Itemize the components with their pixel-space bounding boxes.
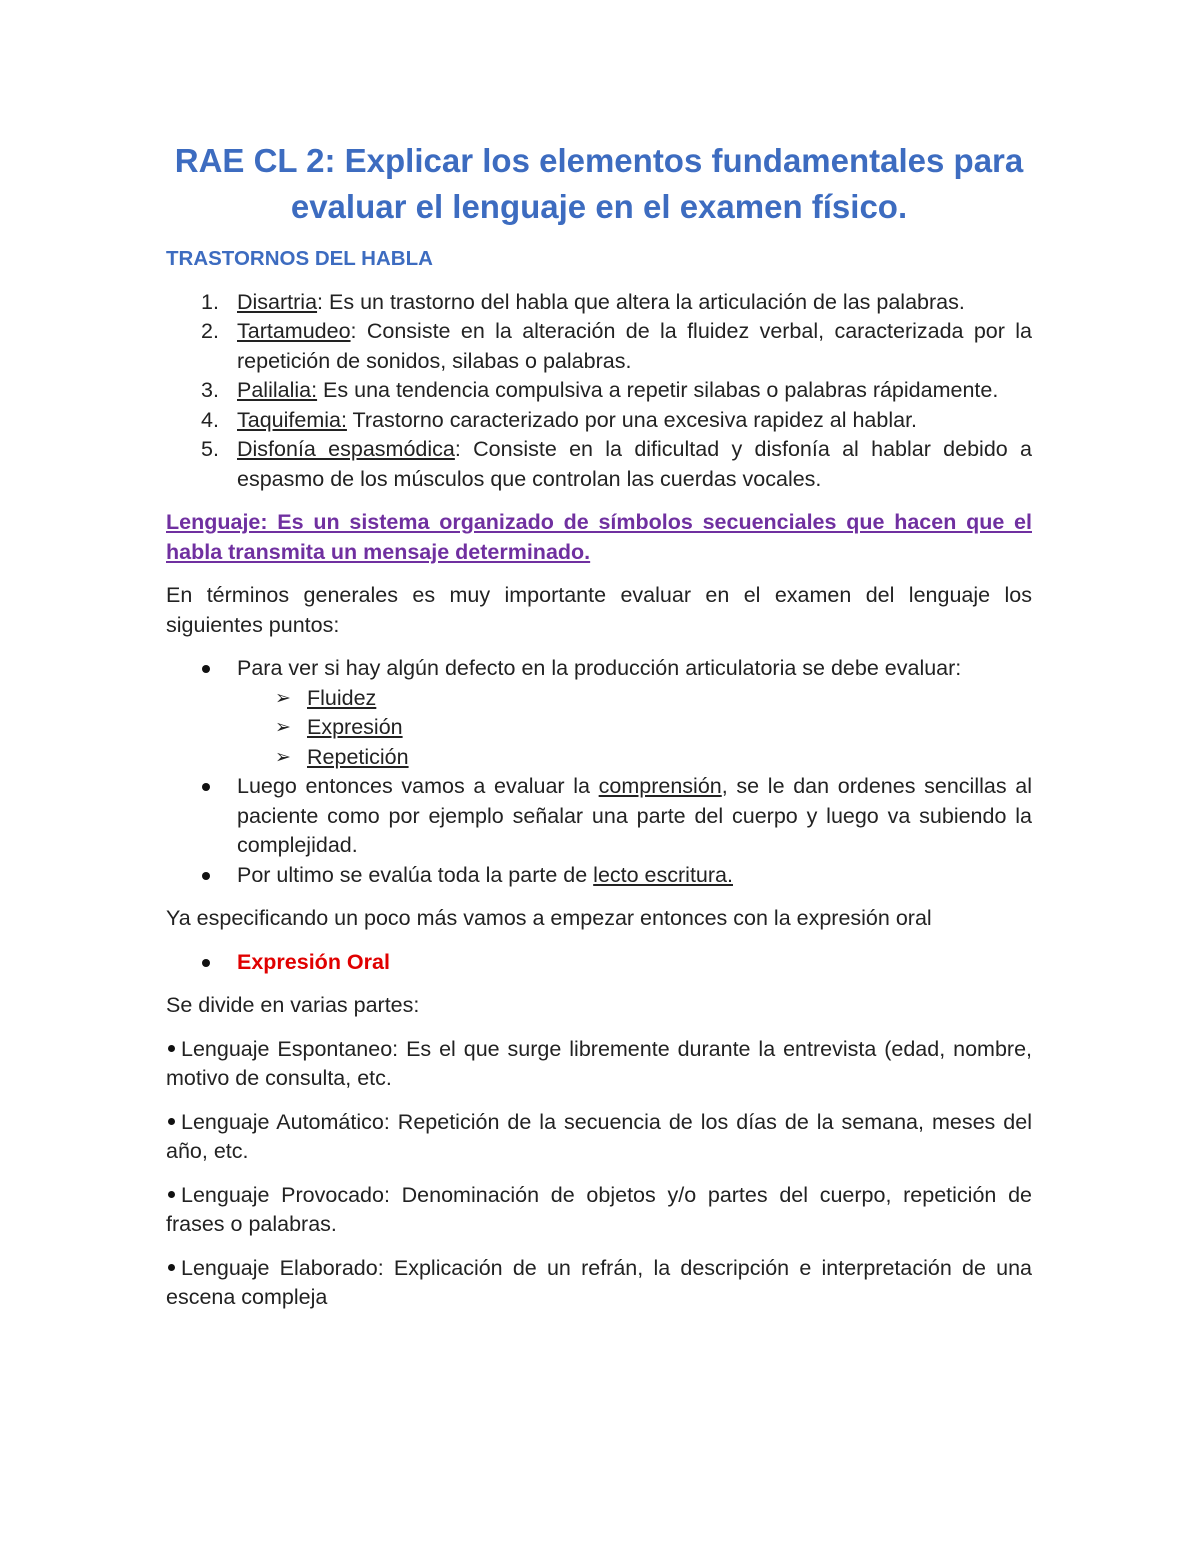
section-heading: TRASTORNOS DEL HABLA	[166, 247, 433, 270]
evaluation-points-list	[166, 654, 1032, 890]
bullet-icon	[168, 1264, 175, 1271]
language-definition: Lenguaje: Es un sistema organizado de símbolos secuenciales que hacen que el habla transmita un mensaje determinado.	[166, 510, 1032, 564]
arrow-icon: ➢	[275, 745, 291, 768]
disorders-list	[166, 288, 1032, 495]
bullet-icon	[202, 665, 210, 673]
part-paragraph: Lenguaje Automático: Repetición de la secuencia de los días de la semana, meses del año, etc.	[166, 1109, 1032, 1163]
bullet-icon	[168, 1045, 175, 1052]
bullet-icon	[168, 1191, 175, 1198]
list-item: Por ultimo se evalúa toda la parte de lecto escritura.	[166, 861, 1032, 891]
divide-paragraph: Se divide en varias partes:	[166, 993, 420, 1017]
list-item: 2. Tartamudeo: Consiste en la alteración de la fluidez verbal, caracterizada por la repetición de sonidos, silabas o palabras.	[201, 319, 1032, 373]
part-paragraph: Lenguaje Provocado: Denominación de objetos y/o partes del cuerpo, repetición de frases o palabras.	[166, 1182, 1032, 1236]
term: Palilalia:	[237, 378, 318, 402]
part-paragraph: Lenguaje Espontaneo: Es el que surge libremente durante la entrevista (edad, nombre, motivo de consulta, etc.	[166, 1036, 1032, 1090]
arrow-icon: ➢	[275, 686, 291, 709]
list-item: 5. Disfonía espasmódica: Consiste en la dificultad y disfonía al hablar debido a espasmo de los músculos que controlan las cuerdas vocales.	[201, 437, 1032, 491]
list-item: Para ver si hay algún defecto en la producción articulatoria se debe evaluar: ➢ Fluidez ➢ Expresión ➢ Repetición	[166, 654, 1032, 772]
page-title: RAE CL 2: Explicar los elementos fundamentales para evaluar el lenguaje en el examen físico.	[174, 142, 1024, 225]
term: Disartria	[237, 289, 318, 314]
term: Taquifemia:	[237, 407, 347, 432]
intro-paragraph: En términos generales es muy importante evaluar en el examen del lenguaje los siguientes puntos:	[166, 583, 1032, 637]
term: Tartamudeo	[237, 319, 351, 343]
specify-paragraph: Ya especificando un poco más vamos a empezar entonces con la expresión oral	[166, 906, 932, 930]
sub-list-item: ➢ Repetición	[237, 743, 1032, 773]
term: Disfonía espasmódica	[237, 437, 455, 461]
document-body	[166, 138, 1032, 1327]
arrow-icon: ➢	[275, 716, 291, 738]
oral-expression-heading: Expresión Oral	[237, 949, 390, 974]
list-item: 4. Taquifemia: Trastorno caracterizado por una excesiva rapidez al hablar.	[201, 407, 918, 432]
oral-heading-list	[166, 948, 1032, 978]
list-item	[166, 948, 1032, 978]
sub-list-item: ➢ Expresión	[237, 713, 1032, 743]
bullet-icon	[202, 872, 210, 880]
list-item: 1. Disartria: Es un trastorno del habla que altera la articulación de las palabras.	[201, 289, 965, 314]
bullet-icon	[202, 959, 210, 967]
list-item: Luego entonces vamos a evaluar la comprensión, se le dan ordenes sencillas al paciente como por ejemplo señalar una parte del cuerpo y luego va subiendo la complejidad.	[166, 772, 1032, 861]
sub-list-item: ➢ Fluidez	[237, 684, 1032, 714]
bullet-icon	[202, 783, 210, 791]
list-item: 3. Palilalia: Es una tendencia compulsiva a repetir silabas o palabras rápidamente.	[201, 378, 999, 402]
bullet-icon	[168, 1118, 175, 1125]
sub-list	[237, 684, 1032, 773]
part-paragraph: Lenguaje Elaborado: Explicación de un refrán, la descripción e interpretación de una escena compleja	[166, 1255, 1032, 1309]
